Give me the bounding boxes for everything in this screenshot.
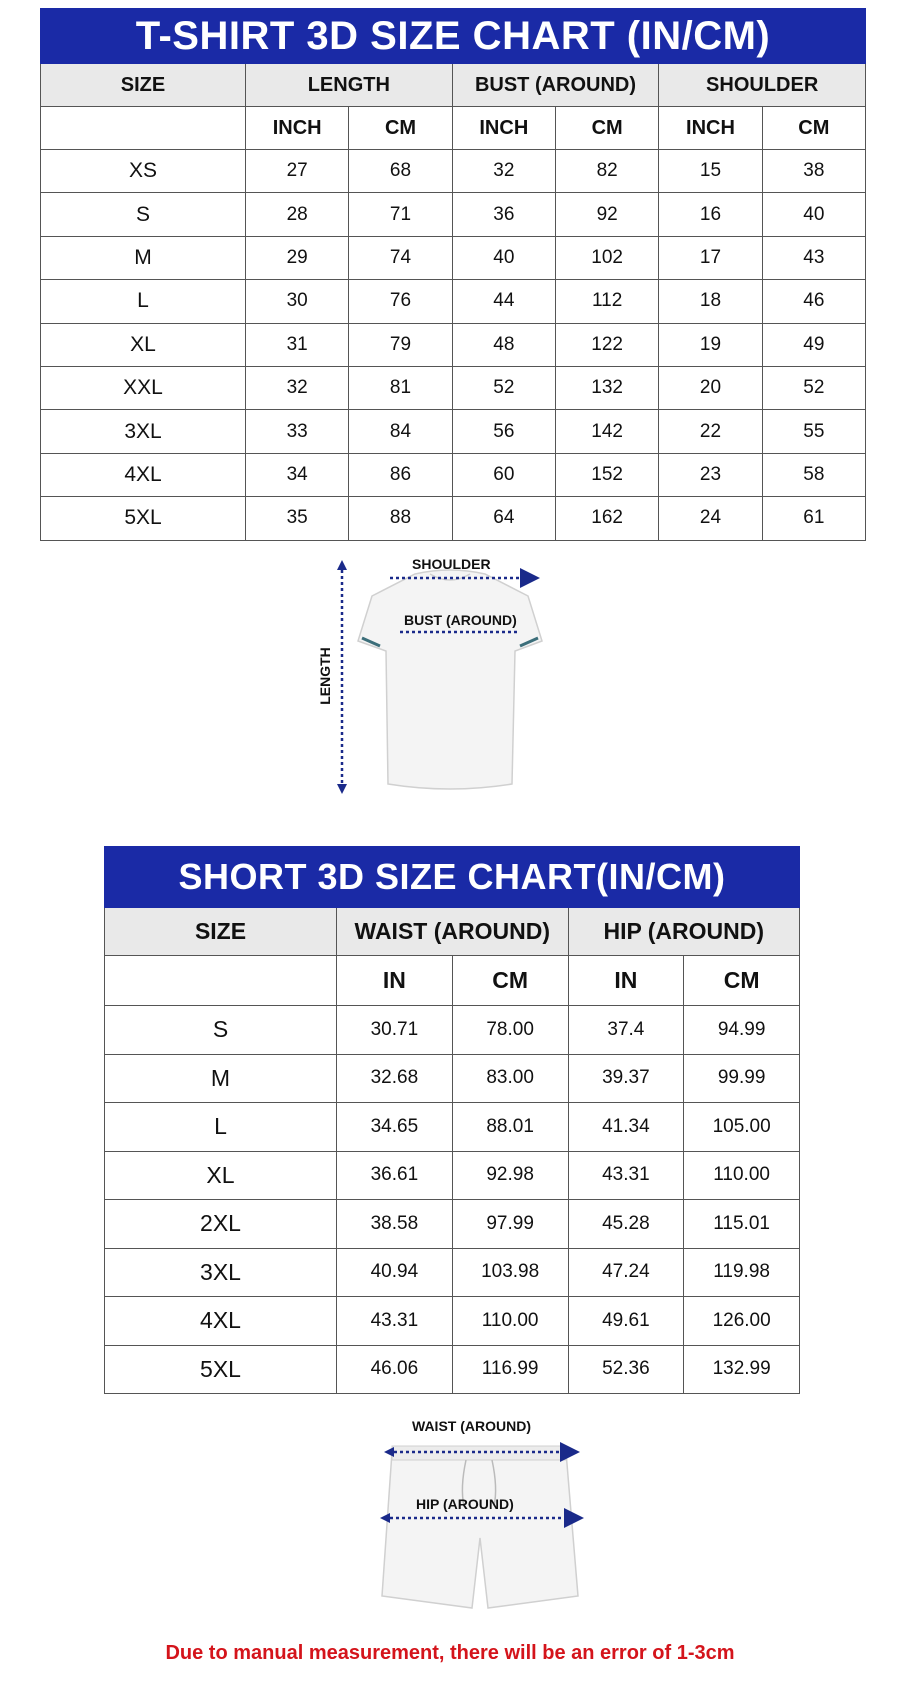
value-cell: 115.01 (684, 1200, 800, 1249)
value-cell: 81 (349, 366, 452, 409)
value-cell: 49 (762, 323, 865, 366)
table-row (41, 150, 866, 193)
value-cell: 43 (762, 236, 865, 279)
value-cell: 49.61 (568, 1297, 684, 1346)
value-cell: 56 (452, 410, 555, 453)
tshirt-size-chart (40, 8, 866, 541)
tshirt-unit: CM (555, 107, 658, 150)
value-cell: 38.58 (337, 1200, 453, 1249)
value-cell: 79 (349, 323, 452, 366)
value-cell: 74 (349, 236, 452, 279)
table-row (41, 497, 866, 540)
value-cell: 97.99 (452, 1200, 568, 1249)
shorts-unit-blank (105, 956, 337, 1006)
value-cell: 20 (659, 366, 762, 409)
hip-label: HIP (AROUND) (416, 1496, 514, 1512)
size-cell: L (105, 1103, 337, 1152)
value-cell: 116.99 (452, 1345, 568, 1394)
value-cell: 27 (246, 150, 349, 193)
shorts-size-chart (104, 846, 800, 1394)
size-cell: 3XL (105, 1248, 337, 1297)
value-cell: 110.00 (684, 1151, 800, 1200)
tshirt-chart-title: T-SHIRT 3D SIZE CHART (IN/CM) (41, 9, 866, 64)
tshirt-unit: CM (762, 107, 865, 150)
value-cell: 48 (452, 323, 555, 366)
measurement-note: Due to manual measurement, there will be an error of 1-3cm (165, 1642, 735, 1664)
size-cell: 3XL (41, 410, 246, 453)
value-cell: 22 (659, 410, 762, 453)
value-cell: 126.00 (684, 1297, 800, 1346)
value-cell: 64 (452, 497, 555, 540)
value-cell: 32 (246, 366, 349, 409)
value-cell: 78.00 (452, 1006, 568, 1055)
tshirt-measurement-figure (316, 556, 580, 806)
value-cell: 83.00 (452, 1054, 568, 1103)
value-cell: 34 (246, 453, 349, 496)
value-cell: 36 (452, 193, 555, 236)
value-cell: 58 (762, 453, 865, 496)
value-cell: 105.00 (684, 1103, 800, 1152)
table-row (41, 323, 866, 366)
value-cell: 37.4 (568, 1006, 684, 1055)
value-cell: 30 (246, 280, 349, 323)
value-cell: 112 (555, 280, 658, 323)
value-cell: 61 (762, 497, 865, 540)
value-cell: 16 (659, 193, 762, 236)
value-cell: 52 (762, 366, 865, 409)
value-cell: 52 (452, 366, 555, 409)
shorts-measurement-figure (370, 1418, 590, 1628)
tshirt-illustration (320, 556, 580, 806)
tshirt-unit-blank (41, 107, 246, 150)
value-cell: 99.99 (684, 1054, 800, 1103)
tshirt-unit: INCH (659, 107, 762, 150)
value-cell: 152 (555, 453, 658, 496)
value-cell: 122 (555, 323, 658, 366)
value-cell: 40 (452, 236, 555, 279)
value-cell: 71 (349, 193, 452, 236)
value-cell: 119.98 (684, 1248, 800, 1297)
value-cell: 94.99 (684, 1006, 800, 1055)
tshirt-size-header: SIZE (41, 64, 246, 107)
value-cell: 44 (452, 280, 555, 323)
value-cell: 31 (246, 323, 349, 366)
table-row (41, 236, 866, 279)
size-cell: M (41, 236, 246, 279)
value-cell: 76 (349, 280, 452, 323)
shorts-chart-title: SHORT 3D SIZE CHART(IN/CM) (105, 847, 800, 908)
value-cell: 68 (349, 150, 452, 193)
shorts-size-header: SIZE (105, 908, 337, 956)
value-cell: 32.68 (337, 1054, 453, 1103)
tshirt-unit: INCH (246, 107, 349, 150)
value-cell: 43.31 (337, 1297, 453, 1346)
value-cell: 40 (762, 193, 865, 236)
shorts-illustration (370, 1418, 590, 1628)
table-row (41, 453, 866, 496)
value-cell: 55 (762, 410, 865, 453)
value-cell: 24 (659, 497, 762, 540)
waist-label: WAIST (AROUND) (412, 1418, 531, 1434)
value-cell: 103.98 (452, 1248, 568, 1297)
value-cell: 33 (246, 410, 349, 453)
table-row (41, 280, 866, 323)
value-cell: 46 (762, 280, 865, 323)
value-cell: 23 (659, 453, 762, 496)
size-cell: 5XL (105, 1345, 337, 1394)
shorts-group-waist: WAIST (AROUND) (337, 908, 569, 956)
value-cell: 17 (659, 236, 762, 279)
table-row (105, 1151, 800, 1200)
value-cell: 132.99 (684, 1345, 800, 1394)
value-cell: 39.37 (568, 1054, 684, 1103)
tshirt-body-shape (358, 570, 542, 789)
shorts-unit: IN (337, 956, 453, 1006)
table-row (105, 1345, 800, 1394)
value-cell: 102 (555, 236, 658, 279)
value-cell: 162 (555, 497, 658, 540)
value-cell: 47.24 (568, 1248, 684, 1297)
shorts-unit: CM (684, 956, 800, 1006)
value-cell: 36.61 (337, 1151, 453, 1200)
shorts-unit: IN (568, 956, 684, 1006)
table-row (105, 1103, 800, 1152)
size-cell: S (41, 193, 246, 236)
size-cell: XL (105, 1151, 337, 1200)
value-cell: 19 (659, 323, 762, 366)
value-cell: 45.28 (568, 1200, 684, 1249)
tshirt-unit: CM (349, 107, 452, 150)
value-cell: 35 (246, 497, 349, 540)
value-cell: 29 (246, 236, 349, 279)
size-cell: XL (41, 323, 246, 366)
size-cell: 2XL (105, 1200, 337, 1249)
value-cell: 60 (452, 453, 555, 496)
table-row (41, 193, 866, 236)
size-cell: M (105, 1054, 337, 1103)
value-cell: 92 (555, 193, 658, 236)
table-row (105, 1006, 800, 1055)
shorts-body-shape (382, 1452, 578, 1608)
value-cell: 28 (246, 193, 349, 236)
size-cell: S (105, 1006, 337, 1055)
tshirt-unit: INCH (452, 107, 555, 150)
shoulder-label: SHOULDER (412, 556, 491, 572)
tshirt-group-length: LENGTH (246, 64, 453, 107)
value-cell: 34.65 (337, 1103, 453, 1152)
value-cell: 30.71 (337, 1006, 453, 1055)
size-cell: 4XL (105, 1297, 337, 1346)
size-cell: 5XL (41, 497, 246, 540)
value-cell: 46.06 (337, 1345, 453, 1394)
value-cell: 132 (555, 366, 658, 409)
value-cell: 41.34 (568, 1103, 684, 1152)
value-cell: 84 (349, 410, 452, 453)
value-cell: 43.31 (568, 1151, 684, 1200)
value-cell: 92.98 (452, 1151, 568, 1200)
tshirt-group-shoulder: SHOULDER (659, 64, 866, 107)
size-cell: L (41, 280, 246, 323)
value-cell: 32 (452, 150, 555, 193)
value-cell: 88 (349, 497, 452, 540)
size-cell: XXL (41, 366, 246, 409)
table-row (41, 366, 866, 409)
value-cell: 52.36 (568, 1345, 684, 1394)
value-cell: 88.01 (452, 1103, 568, 1152)
value-cell: 18 (659, 280, 762, 323)
value-cell: 38 (762, 150, 865, 193)
shorts-group-hip: HIP (AROUND) (568, 908, 800, 956)
table-row (105, 1200, 800, 1249)
table-row (41, 410, 866, 453)
value-cell: 40.94 (337, 1248, 453, 1297)
size-cell: XS (41, 150, 246, 193)
table-row (105, 1248, 800, 1297)
value-cell: 110.00 (452, 1297, 568, 1346)
size-cell: 4XL (41, 453, 246, 496)
value-cell: 15 (659, 150, 762, 193)
table-row (105, 1054, 800, 1103)
table-row (105, 1297, 800, 1346)
shorts-unit: CM (452, 956, 568, 1006)
bust-label: BUST (AROUND) (404, 612, 517, 628)
tshirt-chart-body (41, 150, 866, 541)
value-cell: 82 (555, 150, 658, 193)
tshirt-group-bust: BUST (AROUND) (452, 64, 659, 107)
shorts-chart-body (105, 1006, 800, 1394)
value-cell: 86 (349, 453, 452, 496)
length-label: LENGTH (316, 647, 333, 705)
value-cell: 142 (555, 410, 658, 453)
